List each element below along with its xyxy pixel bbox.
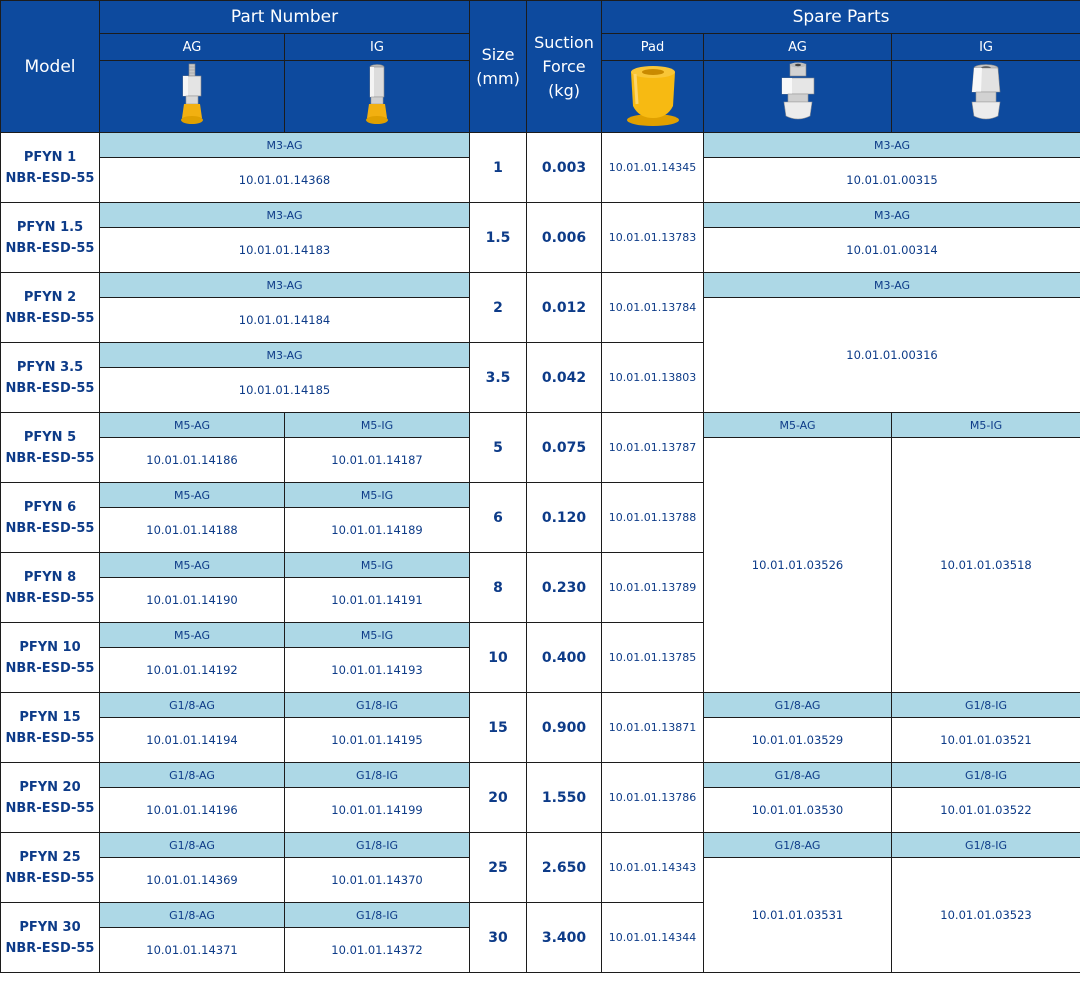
- part-code-ig-cell: 10.01.01.14189: [285, 508, 470, 553]
- fitting-ag-icon: [766, 62, 830, 128]
- thread-ig-cell: G1/8-IG: [285, 903, 470, 928]
- model-name: PFYN 2: [23, 289, 77, 305]
- model-material: NBR-ESD-55: [5, 800, 95, 816]
- spare-code-ig-cell: 10.01.01.03521: [892, 718, 1080, 763]
- model-name: PFYN 15: [19, 709, 81, 725]
- force-cell: 1.550: [527, 763, 602, 833]
- size-cell: 2: [470, 273, 527, 343]
- model-header: Model: [1, 1, 100, 133]
- part-code-ag-cell: 10.01.01.14196: [100, 788, 285, 833]
- part-code-ig-cell: 10.01.01.14372: [285, 928, 470, 973]
- model-cell: [1, 553, 100, 623]
- thread-ig-cell: M5-IG: [285, 483, 470, 508]
- model-name: PFYN 3.5: [16, 359, 84, 375]
- thread-ag-cell: G1/8-AG: [100, 763, 285, 788]
- thread-cell: M3-AG: [100, 273, 470, 298]
- part-ig-image-cell: [285, 61, 470, 133]
- model-material: NBR-ESD-55: [5, 310, 95, 326]
- part-ag-header: AG: [100, 34, 285, 61]
- part-code-ag-cell: 10.01.01.14194: [100, 718, 285, 763]
- pad-code-cell: 10.01.01.14344: [602, 903, 704, 973]
- model-name: PFYN 8: [23, 569, 77, 585]
- force-cell: 0.120: [527, 483, 602, 553]
- model-material: NBR-ESD-55: [5, 520, 95, 536]
- spare-code-ag-cell: 10.01.01.03529: [704, 718, 892, 763]
- thread-ag-cell: M5-AG: [100, 483, 285, 508]
- part-code-cell: 10.01.01.14183: [100, 228, 470, 273]
- part-code-ag-cell: 10.01.01.14192: [100, 648, 285, 693]
- thread-ig-cell: G1/8-IG: [285, 833, 470, 858]
- suction-label: Suction: [534, 32, 594, 52]
- spare-thread-cell: M3-AG: [704, 203, 1080, 228]
- part-ag-image-cell: [100, 61, 285, 133]
- part-code-ag-cell: 10.01.01.14188: [100, 508, 285, 553]
- pad-code-cell: 10.01.01.13783: [602, 203, 704, 273]
- size-cell: 20: [470, 763, 527, 833]
- thread-ag-cell: M5-AG: [100, 553, 285, 578]
- thread-ig-cell: M5-IG: [285, 413, 470, 438]
- model-cell: [1, 133, 100, 203]
- spare-thread-cell: M3-AG: [704, 273, 1080, 298]
- part-ig-header: IG: [285, 34, 470, 61]
- size-label: Size: [481, 44, 515, 64]
- pad-code-cell: 10.01.01.13789: [602, 553, 704, 623]
- model-cell: [1, 833, 100, 903]
- part-code-ig-cell: 10.01.01.14370: [285, 858, 470, 903]
- thread-ag-cell: M5-AG: [100, 623, 285, 648]
- spare-thread-ig-cell: G1/8-IG: [892, 833, 1080, 858]
- model-cell: [1, 343, 100, 413]
- model-cell: [1, 203, 100, 273]
- spare-thread-ig-cell: M5-IG: [892, 413, 1080, 438]
- model-name: PFYN 20: [19, 779, 81, 795]
- spare-code-cell: 10.01.01.00315: [704, 158, 1080, 203]
- part-code-cell: 10.01.01.14184: [100, 298, 470, 343]
- pad-code-cell: 10.01.01.13788: [602, 483, 704, 553]
- thread-ig-cell: G1/8-IG: [285, 693, 470, 718]
- thread-ag-cell: G1/8-AG: [100, 693, 285, 718]
- force-cell: 2.650: [527, 833, 602, 903]
- part-code-cell: 10.01.01.14185: [100, 368, 470, 413]
- fitting-ig-icon: [954, 62, 1018, 128]
- pad-code-cell: 10.01.01.13785: [602, 623, 704, 693]
- spare-ig-header: IG: [892, 34, 1080, 61]
- model-cell: [1, 623, 100, 693]
- force-cell: 0.042: [527, 343, 602, 413]
- pad-code-cell: 10.01.01.13786: [602, 763, 704, 833]
- size-cell: 1: [470, 133, 527, 203]
- force-cell: 3.400: [527, 903, 602, 973]
- model-name: PFYN 30: [19, 919, 81, 935]
- pad-code-cell: 10.01.01.14345: [602, 133, 704, 203]
- spare-thread-ig-cell: G1/8-IG: [892, 763, 1080, 788]
- model-cell: [1, 273, 100, 343]
- spare-code-ag-cell: 10.01.01.03530: [704, 788, 892, 833]
- model-material: NBR-ESD-55: [5, 240, 95, 256]
- part-code-ag-cell: 10.01.01.14190: [100, 578, 285, 623]
- suction-cup-ag-icon: [172, 62, 212, 128]
- size-cell: 5: [470, 413, 527, 483]
- pad-header: Pad: [602, 34, 704, 61]
- spare-code-ig-cell: 10.01.01.03523: [892, 858, 1080, 973]
- model-cell: [1, 483, 100, 553]
- spare-thread-ig-cell: G1/8-IG: [892, 693, 1080, 718]
- pad-code-cell: 10.01.01.13871: [602, 693, 704, 763]
- spare-ig-image-cell: [892, 61, 1080, 133]
- spare-code-ag-cell: 10.01.01.03526: [704, 438, 892, 693]
- model-cell: [1, 693, 100, 763]
- pad-code-cell: 10.01.01.14343: [602, 833, 704, 903]
- spare-code-cell: 10.01.01.00314: [704, 228, 1080, 273]
- model-cell: [1, 763, 100, 833]
- spare-ag-header: AG: [704, 34, 892, 61]
- pad-icon: [621, 62, 685, 128]
- thread-ag-cell: G1/8-AG: [100, 833, 285, 858]
- thread-cell: M3-AG: [100, 203, 470, 228]
- size-cell: 15: [470, 693, 527, 763]
- spare-code-ig-cell: 10.01.01.03522: [892, 788, 1080, 833]
- thread-ig-cell: G1/8-IG: [285, 763, 470, 788]
- model-material: NBR-ESD-55: [5, 170, 95, 186]
- part-code-ig-cell: 10.01.01.14187: [285, 438, 470, 483]
- spare-thread-ag-cell: M5-AG: [704, 413, 892, 438]
- spare-code-ag-cell: 10.01.01.03531: [704, 858, 892, 973]
- size-cell: 30: [470, 903, 527, 973]
- model-name: PFYN 10: [19, 639, 81, 655]
- size-unit: (mm): [476, 68, 520, 88]
- spare-code-ig-cell: 10.01.01.03518: [892, 438, 1080, 693]
- force-cell: 0.900: [527, 693, 602, 763]
- size-cell: 10: [470, 623, 527, 693]
- suction-force-header: [527, 1, 602, 133]
- model-name: PFYN 25: [19, 849, 81, 865]
- model-name: PFYN 1: [23, 149, 77, 165]
- spare-ag-image-cell: [704, 61, 892, 133]
- size-cell: 8: [470, 553, 527, 623]
- model-material: NBR-ESD-55: [5, 450, 95, 466]
- force-cell: 0.400: [527, 623, 602, 693]
- model-cell: [1, 903, 100, 973]
- size-cell: 3.5: [470, 343, 527, 413]
- spare-thread-ag-cell: G1/8-AG: [704, 693, 892, 718]
- thread-cell: M3-AG: [100, 133, 470, 158]
- part-code-cell: 10.01.01.14368: [100, 158, 470, 203]
- suction-cup-ig-icon: [357, 62, 397, 128]
- thread-ig-cell: M5-IG: [285, 553, 470, 578]
- model-material: NBR-ESD-55: [5, 380, 95, 396]
- part-code-ag-cell: 10.01.01.14369: [100, 858, 285, 903]
- force-cell: 0.075: [527, 413, 602, 483]
- size-cell: 6: [470, 483, 527, 553]
- spare-thread-cell: M3-AG: [704, 133, 1080, 158]
- force-cell: 0.003: [527, 133, 602, 203]
- spare-code-cell: 10.01.01.00316: [704, 298, 1080, 413]
- pad-code-cell: 10.01.01.13803: [602, 343, 704, 413]
- size-header: [470, 1, 527, 133]
- model-cell: [1, 413, 100, 483]
- force-cell: 0.012: [527, 273, 602, 343]
- part-code-ig-cell: 10.01.01.14195: [285, 718, 470, 763]
- model-name: PFYN 5: [23, 429, 77, 445]
- force-label: Force: [542, 56, 586, 76]
- spare-parts-header: Spare Parts: [602, 1, 1080, 34]
- force-cell: 0.230: [527, 553, 602, 623]
- thread-ag-cell: G1/8-AG: [100, 903, 285, 928]
- thread-ag-cell: M5-AG: [100, 413, 285, 438]
- part-code-ig-cell: 10.01.01.14191: [285, 578, 470, 623]
- model-material: NBR-ESD-55: [5, 870, 95, 886]
- part-code-ig-cell: 10.01.01.14199: [285, 788, 470, 833]
- model-name: PFYN 6: [23, 499, 77, 515]
- force-unit: (kg): [548, 80, 580, 100]
- model-material: NBR-ESD-55: [5, 660, 95, 676]
- thread-cell: M3-AG: [100, 343, 470, 368]
- model-material: NBR-ESD-55: [5, 590, 95, 606]
- model-material: NBR-ESD-55: [5, 730, 95, 746]
- pad-code-cell: 10.01.01.13784: [602, 273, 704, 343]
- spare-thread-ag-cell: G1/8-AG: [704, 833, 892, 858]
- part-number-header: Part Number: [100, 1, 470, 34]
- size-cell: 25: [470, 833, 527, 903]
- spare-thread-ag-cell: G1/8-AG: [704, 763, 892, 788]
- thread-ig-cell: M5-IG: [285, 623, 470, 648]
- part-code-ig-cell: 10.01.01.14193: [285, 648, 470, 693]
- part-code-ag-cell: 10.01.01.14186: [100, 438, 285, 483]
- part-code-ag-cell: 10.01.01.14371: [100, 928, 285, 973]
- pad-code-cell: 10.01.01.13787: [602, 413, 704, 483]
- force-cell: 0.006: [527, 203, 602, 273]
- model-name: PFYN 1.5: [16, 219, 84, 235]
- pad-image-cell: [602, 61, 704, 133]
- model-material: NBR-ESD-55: [5, 940, 95, 956]
- size-cell: 1.5: [470, 203, 527, 273]
